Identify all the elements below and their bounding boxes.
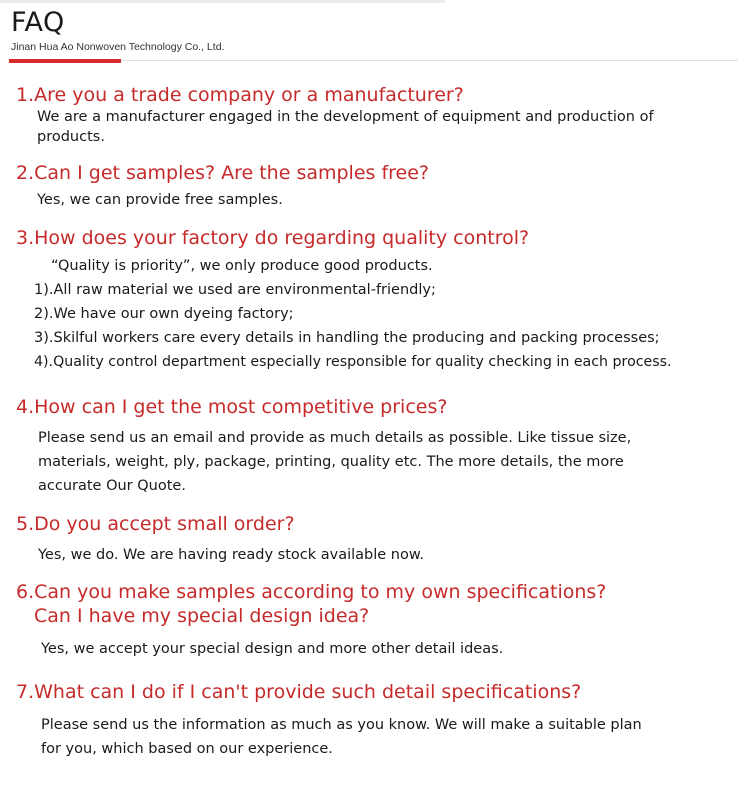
- faq-answer-4: [38, 426, 631, 498]
- faq-question-6-line-2: Can I have my special design idea?: [34, 605, 370, 627]
- faq-answer-2: [37, 188, 283, 212]
- top-divider: [0, 0, 445, 3]
- title-accent-bar: [9, 59, 121, 63]
- faq-question-5: 5.Do you accept small order?: [16, 513, 295, 535]
- answer-line: materials, weight, ply, package, printing, quality etc. The more details, the more: [38, 454, 624, 470]
- faq-answer-6: [41, 637, 503, 661]
- faq-answer-5: [38, 543, 424, 567]
- faq-question-6: [16, 580, 606, 628]
- answer-line: “Quality is priority”, we only produce good products.: [51, 258, 433, 274]
- answer-line: 3).Skilful workers care every details in handling the producing and packing processes;: [34, 330, 660, 346]
- answer-line: We are a manufacturer engaged in the development of equipment and production of: [37, 109, 654, 125]
- page-title: FAQ: [11, 7, 65, 38]
- faq-question-3: 3.How does your factory do regarding quality control?: [16, 227, 530, 249]
- faq-answer-7: [41, 713, 642, 761]
- faq-answer-1: [37, 105, 654, 149]
- faq-question-4: 4.How can I get the most competitive prices?: [16, 396, 448, 418]
- answer-line: Yes, we do. We are having ready stock available now.: [38, 547, 425, 563]
- faq-header: [11, 6, 224, 54]
- answer-line: 2).We have our own dyeing factory;: [34, 306, 294, 322]
- answer-line: 1).All raw material we used are environmental-friendly;: [34, 282, 436, 298]
- answer-line: 4).Quality control department especially responsible for quality checking in each process.: [34, 354, 672, 370]
- answer-line: Yes, we can provide free samples.: [37, 192, 283, 208]
- title-divider: [121, 60, 738, 61]
- faq-question-2: 2.Can I get samples? Are the samples free?: [16, 162, 430, 184]
- faq-question-6-line-1: 6.Can you make samples according to my own specifications?: [16, 581, 607, 603]
- answer-line: products.: [37, 129, 105, 145]
- company-name: Jinan Hua Ao Nonwoven Technology Co., Ltd.: [11, 41, 225, 53]
- faq-question-1: 1.Are you a trade company or a manufacturer?: [16, 84, 464, 106]
- answer-line: for you, which based on our experience.: [41, 741, 333, 757]
- answer-line: Yes, we accept your special design and more other detail ideas.: [41, 641, 504, 657]
- faq-answer-3: [34, 254, 672, 374]
- answer-line: Please send us the information as much as you know. We will make a suitable plan: [41, 717, 642, 733]
- answer-line: accurate Our Quote.: [38, 478, 186, 494]
- faq-question-7: 7.What can I do if I can't provide such detail specifications?: [16, 681, 582, 703]
- answer-line: Please send us an email and provide as much details as possible. Like tissue size,: [38, 430, 632, 446]
